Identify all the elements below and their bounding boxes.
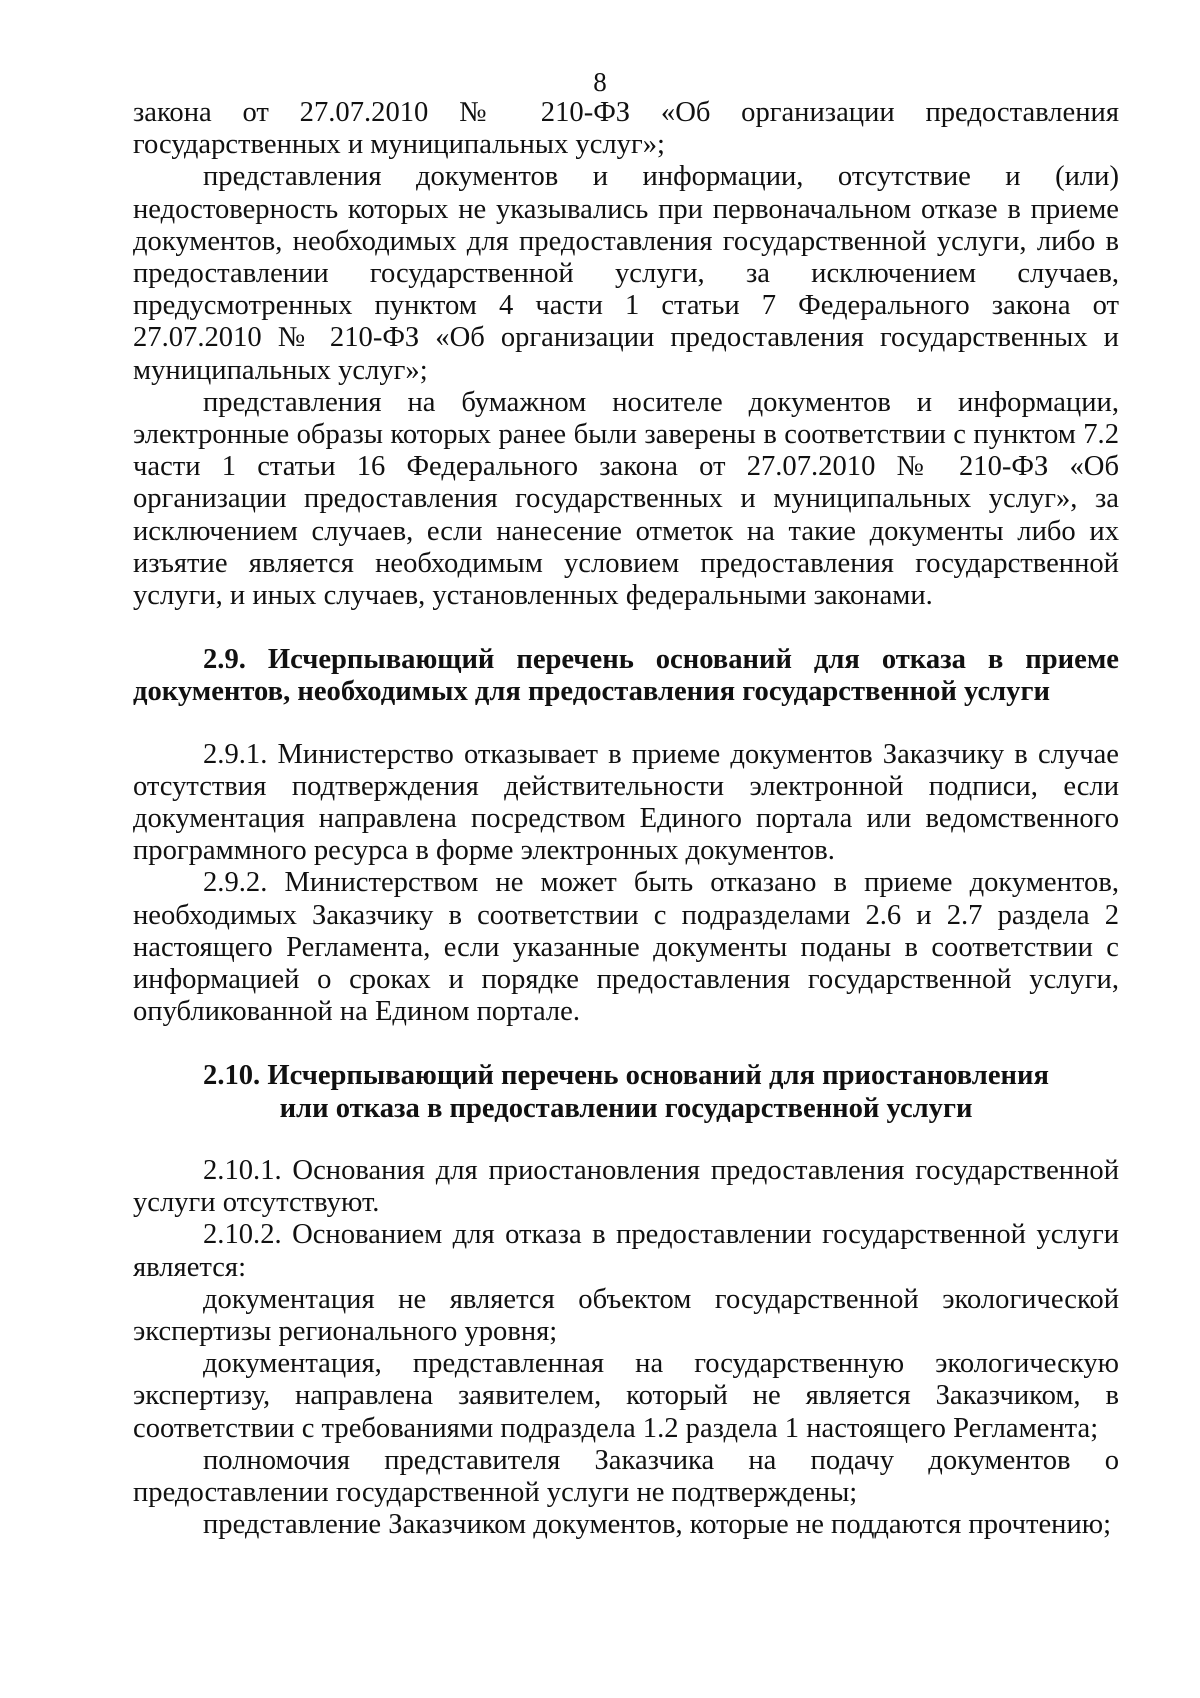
section-heading-2-10 bbox=[133, 1060, 1119, 1124]
section-heading-2-9: 2.9. Исчерпывающий перечень оснований для отказа в приеме документов, необходимых для предоставления государственной услуги bbox=[133, 644, 1119, 708]
paragraph-2-9-1: 2.9.1. Министерство отказывает в приеме документов Заказчику в случае отсутствия подтверждения действительности электронной подписи, если документация направлена посредством Единого портала или ведомственного программного ресурса в форме электронных документов. bbox=[133, 738, 1119, 867]
section-heading-2-10-line-1: 2.10. Исчерпывающий перечень оснований для приостановления bbox=[203, 1060, 1049, 1092]
paragraph-documents-not-indicated: представления документов и информации, отсутствие и (или) недостоверность которых не указывались при первоначальном отказе в приеме документов, необходимых для предоставления государственной услуги, либо в предоставлении государственной услуги, за исключением случаев, предусмотренных пунктом 4 части 1 статьи 7 Федерального закона от 27.07.2010 № 210-ФЗ «Об организации предоставления государственных и муниципальных услуг»; bbox=[133, 161, 1119, 386]
paragraph-law-reference: закона от 27.07.2010 № 210-ФЗ «Об организации предоставления государственных и муниципальных услуг»; bbox=[133, 97, 1119, 161]
page-number: 8 bbox=[593, 67, 607, 97]
paragraph-2-9-2: 2.9.2. Министерством не может быть отказано в приеме документов, необходимых Заказчику в соответствии с подразделами 2.6 и 2.7 раздела 2 настоящего Регламента, если указанные документы поданы в соответствии с информацией о сроках и порядке предоставления государственной услуги, опубликованной на Едином портале. bbox=[133, 867, 1119, 1028]
paragraph-2-10-2: 2.10.2. Основанием для отказа в предоставлении государственной услуги является: bbox=[133, 1219, 1119, 1283]
list-item-not-regional-object: документация не является объектом государственной экологической экспертизы регионального уровня; bbox=[133, 1283, 1119, 1347]
list-item-not-customer: документация, представленная на государственную экологическую экспертизу, направлена заявителем, который не является Заказчиком, в соответствии с требованиями подраздела 1.2 раздела 1 настоящего Регламента; bbox=[133, 1348, 1119, 1444]
section-heading-2-10-line-2: или отказа в предоставлении государственной услуги bbox=[279, 1092, 973, 1124]
paragraph-2-10-1: 2.10.1. Основания для приостановления предоставления государственной услуги отсутствуют. bbox=[133, 1154, 1119, 1219]
list-item-unreadable-documents: представление Заказчиком документов, которые не поддаются прочтению; bbox=[203, 1509, 1112, 1541]
document-body bbox=[133, 97, 1119, 1541]
list-item-authority-not-confirmed: полномочия представителя Заказчика на подачу документов о предоставлении государственной услуги не подтверждены; bbox=[133, 1444, 1119, 1508]
paragraph-paper-documents: представления на бумажном носителе документов и информации, электронные образы которых ранее были заверены в соответствии с пунктом 7.2 части 1 статьи 16 Федерального закона от 27.07.2010 № 210-ФЗ «Об организации предоставления государственных и муниципальных услуг», за исключением случаев, если нанесение отметок на такие документы либо их изъятие является необходимым условием предоставления государственной услуги, и иных случаев, установленных федеральными законами. bbox=[133, 386, 1119, 612]
